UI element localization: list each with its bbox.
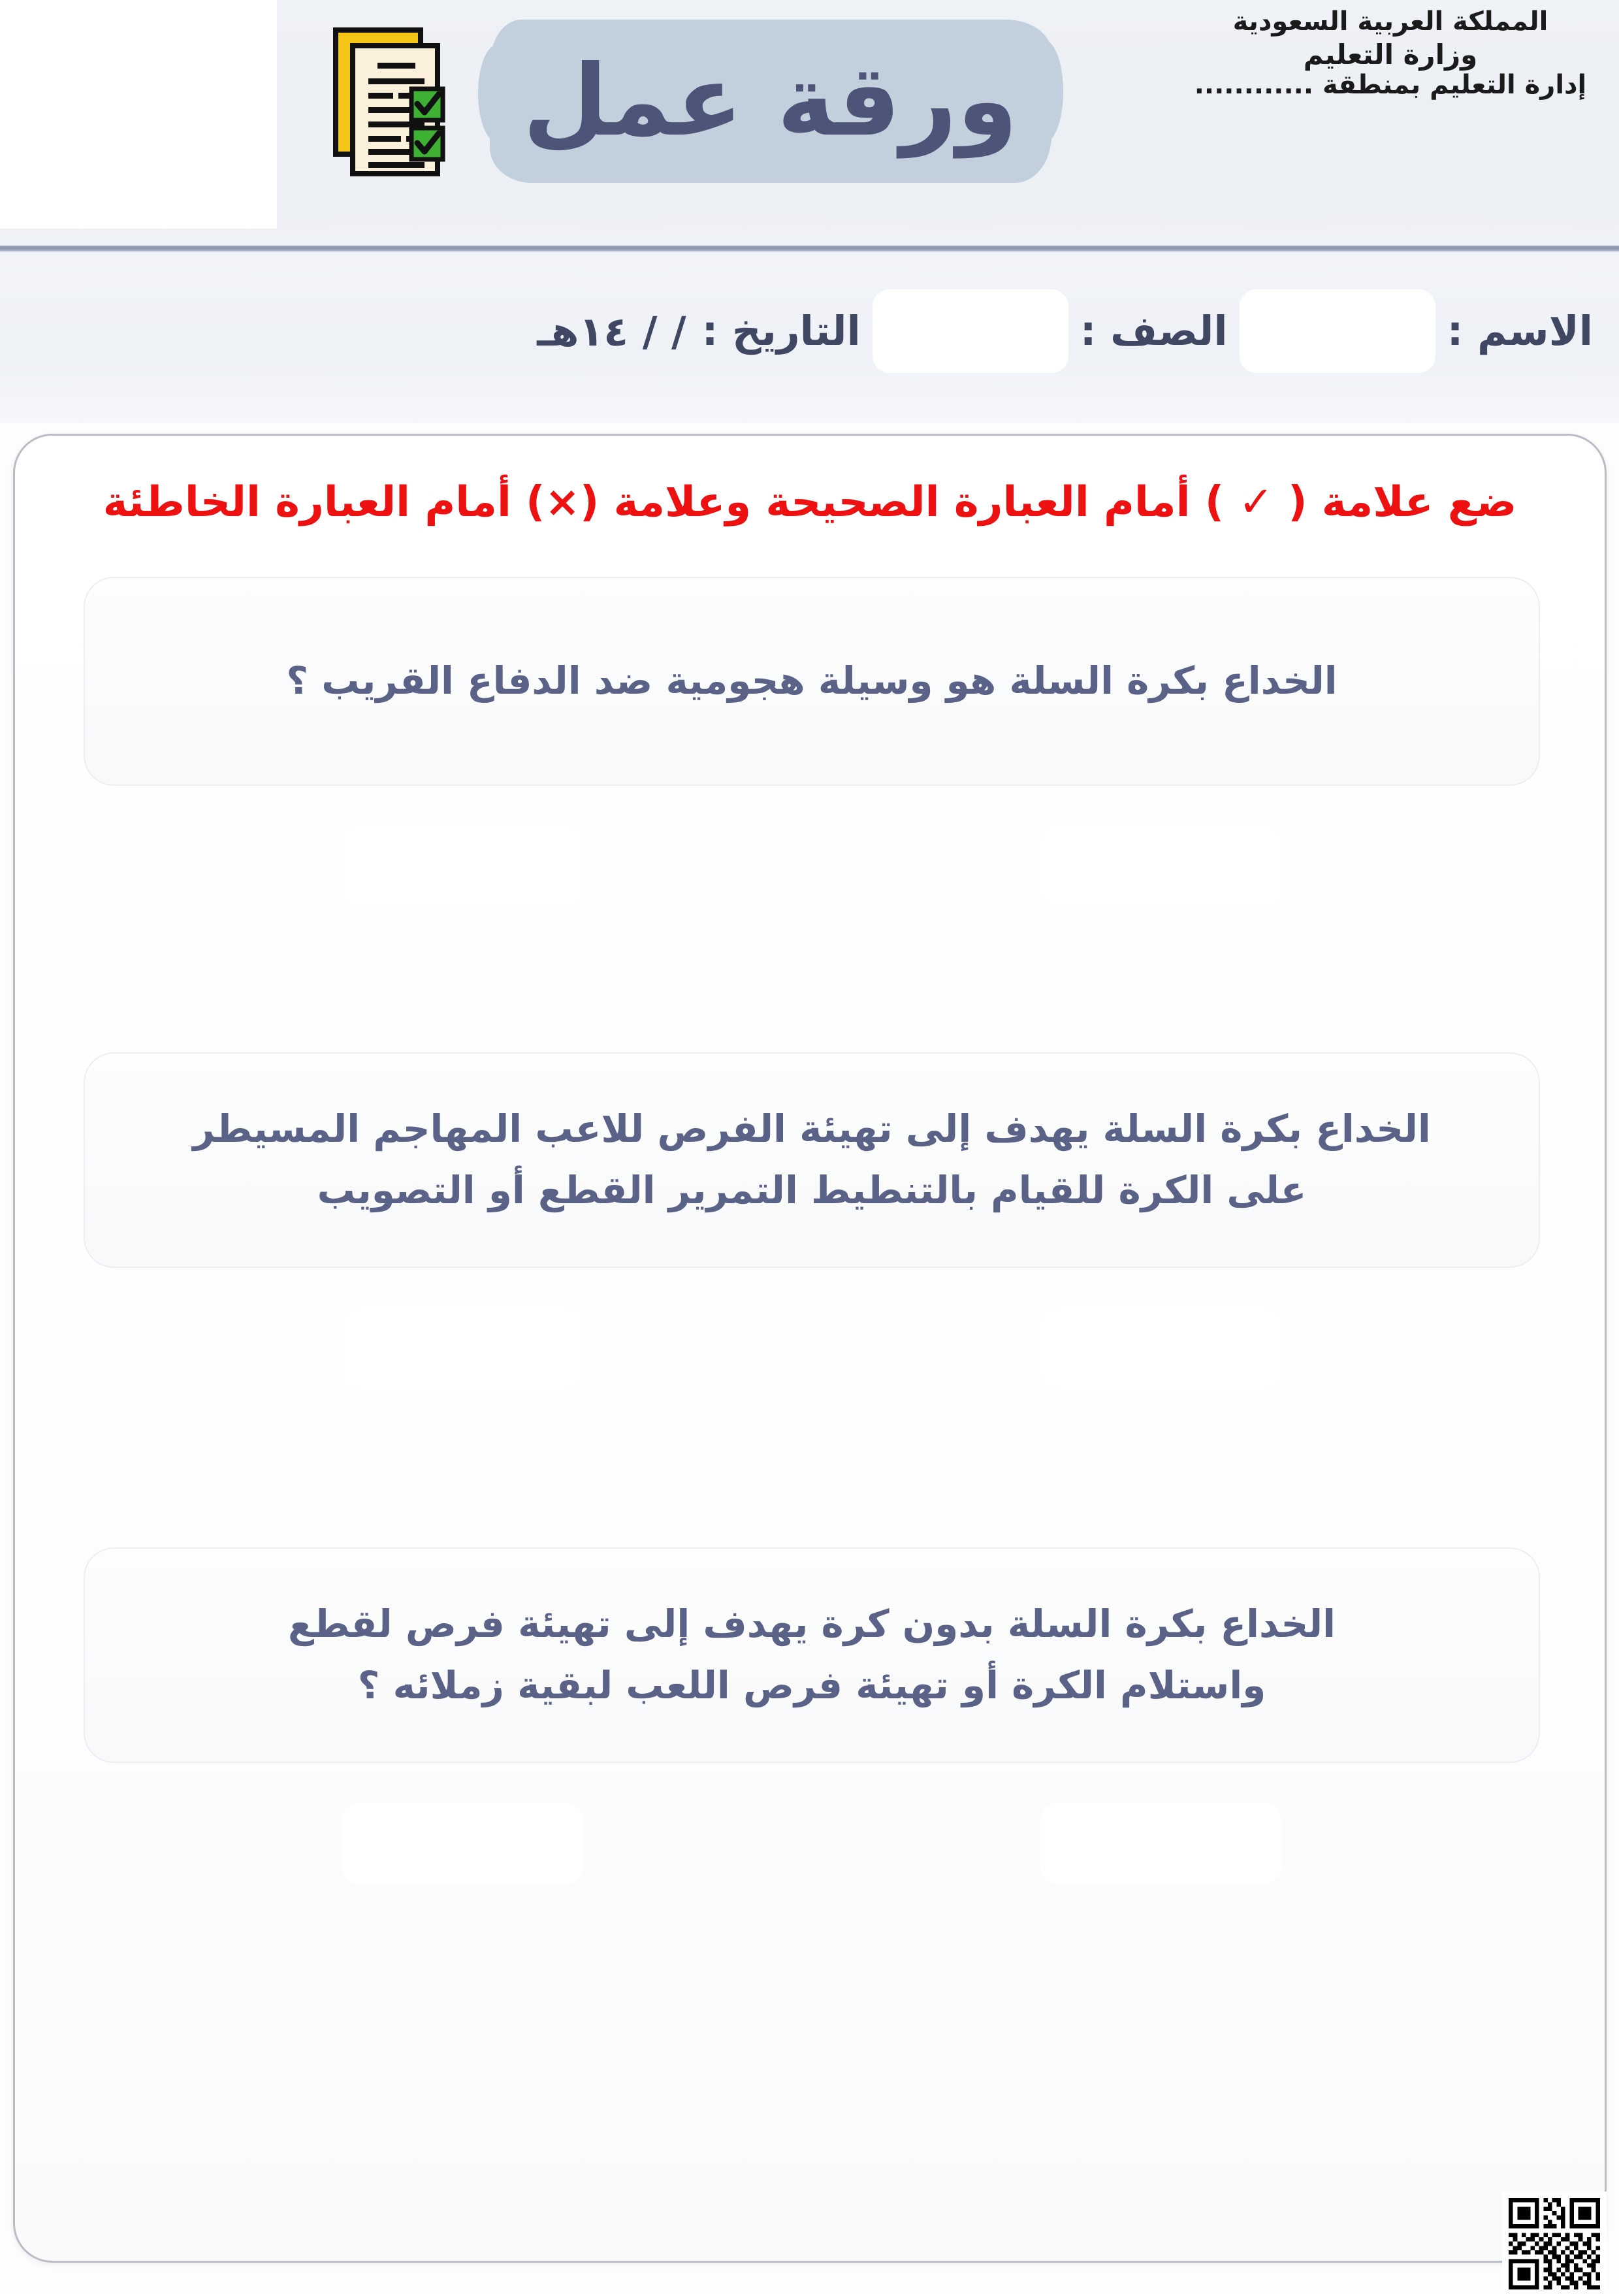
kingdom-name: المملكة العربية السعودية (1232, 7, 1548, 37)
question-group-2 (84, 1052, 1540, 1464)
student-info-row (0, 253, 1619, 423)
question-box-1 (84, 577, 1540, 786)
question-2-line-1: الخداع بكرة السلة يهدف إلى تهيئة الفرص للاعب المهاجم المسيطر (193, 1107, 1431, 1152)
header-divider (0, 246, 1619, 251)
class-input[interactable] (873, 289, 1068, 373)
education-admin-line: إدارة التعليم بمنطقة ............ (1194, 70, 1587, 101)
question-text-2 (193, 1099, 1430, 1221)
ministry-name: وزارة التعليم (1303, 39, 1478, 71)
page-header (0, 0, 1619, 253)
answer-row-1 (84, 786, 1540, 982)
answer-box-3-right[interactable] (1040, 1802, 1282, 1884)
question-text-1 (286, 651, 1337, 712)
question-2-line-2: على الكرة للقيام بالتنطيط التمرير القطع أو التصويب (317, 1168, 1307, 1212)
answer-box-2-left[interactable] (342, 1307, 583, 1389)
question-1-line-1: الخداع بكرة السلة هو وسيلة هجومية ضد الدفاع القريب ؟ (286, 658, 1338, 703)
question-3-line-2: واستلام الكرة أو تهيئة فرص اللعب لبقية زملائه ؟ (357, 1663, 1266, 1707)
question-3-line-1: الخداع بكرة السلة بدون كرة يهدف إلى تهيئة فرص لقطع (287, 1602, 1336, 1647)
instruction-text: ضع علامة ( ✓ ) أمام العبارة الصحيحة وعلامة (×) أمام العبارة الخاطئة (103, 478, 1517, 526)
date-value[interactable]: / / ١٤هـ (537, 307, 686, 355)
worksheet-title-badge (490, 20, 1051, 183)
answer-box-3-left[interactable] (342, 1802, 583, 1884)
answer-box-2-right[interactable] (1040, 1307, 1282, 1389)
answer-box-1-left[interactable] (342, 825, 583, 907)
header-left-white-block (0, 0, 277, 229)
answer-box-1-right[interactable] (1040, 825, 1282, 907)
question-group-1 (84, 577, 1540, 982)
qr-code[interactable] (1502, 2191, 1607, 2296)
question-box-2 (84, 1052, 1540, 1268)
name-label: الاسم : (1447, 307, 1593, 355)
question-group-3 (84, 1547, 1540, 1959)
date-label: التاريخ : (701, 307, 861, 355)
answer-row-2 (84, 1268, 1540, 1464)
question-text-3 (288, 1594, 1336, 1717)
worksheet-checklist-icon (327, 18, 457, 188)
class-label: الصف : (1080, 307, 1228, 355)
worksheet-panel (13, 434, 1607, 2263)
question-box-3 (84, 1547, 1540, 1763)
worksheet-title: ورقة عمل (522, 44, 1018, 158)
answer-row-3 (84, 1763, 1540, 1959)
ministry-block (1188, 8, 1593, 100)
name-input[interactable] (1240, 289, 1435, 373)
